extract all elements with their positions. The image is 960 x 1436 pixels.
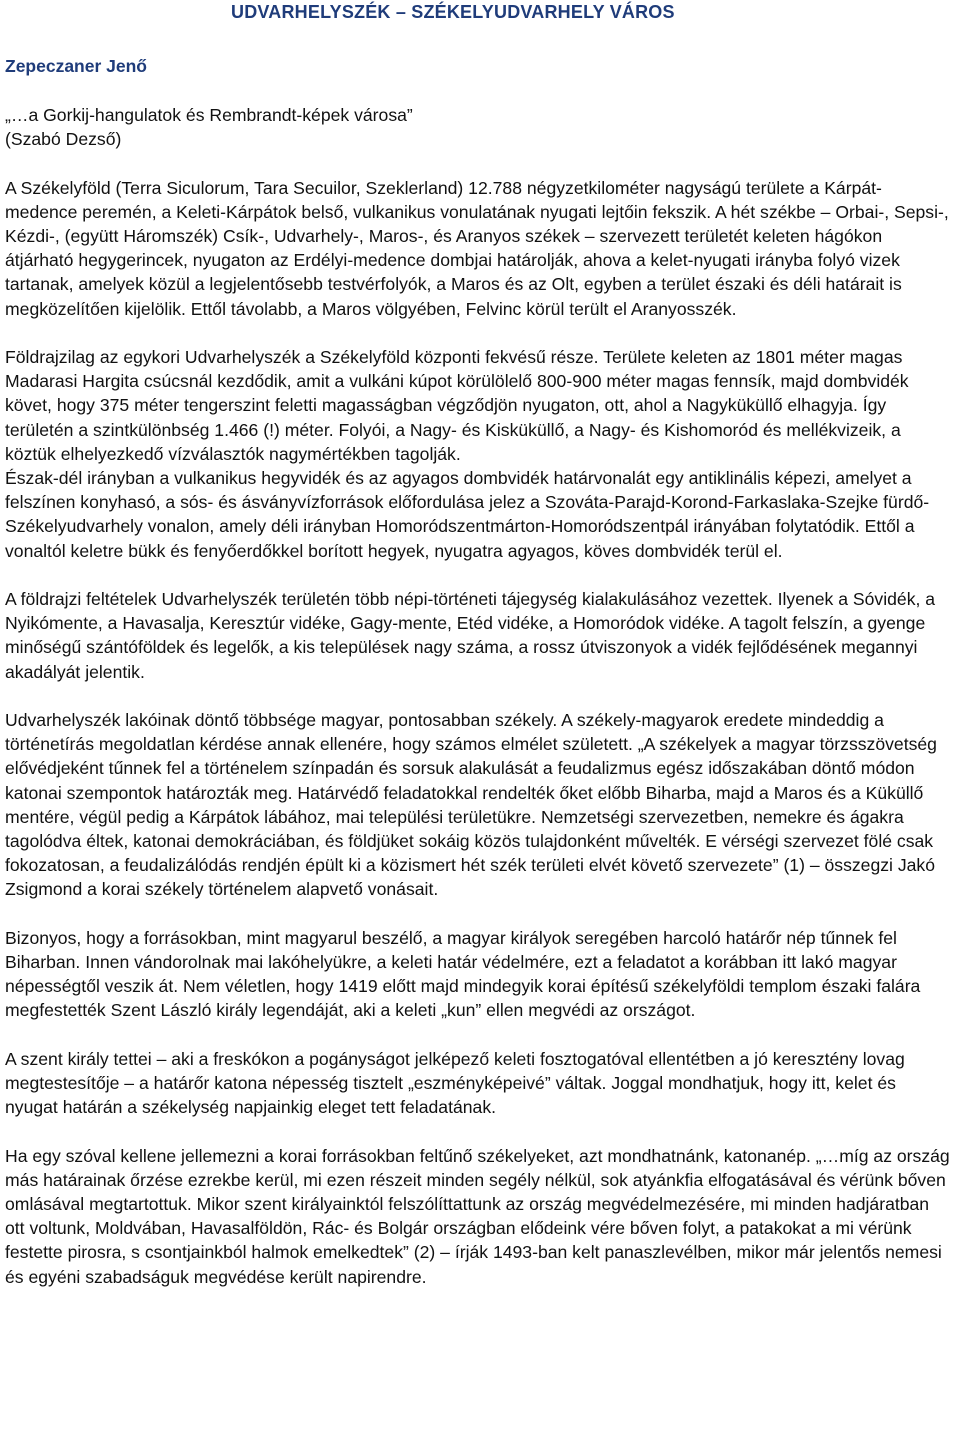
paragraph-6: Bizonyos, hogy a forrásokban, mint magyarul beszélő, a magyar királyok seregében harcoló határőr nép tűnnek fel Biharban. Innen vándorolnak mai lakóhelyükre, a keleti határ védelmére, ezt a feladatot a korábban itt lakó magyar népességtől veszik át. Nem véletlen, hogy 1419 előtt majd mindegyik korai építésű székelyföldi templom északi falára megfestették Szent László király legendáját, aki a keleti „kun” ellen megvédi az országot. — [5, 927, 921, 1021]
article-body — [5, 103, 953, 1289]
paragraph-8: Ha egy szóval kellene jellemezni a korai forrásokban feltűnő székelyeket, azt mondhatnánk, katonanép. „…míg az ország más határainak őrzése ezrekbe kerül, mi ezen részeit minden segély nélkül, sok atyánkfia elfogatásával és vérünk bőven omlásával megtartottuk. Mikor szent királyainktól felszólíttattunk az ország megvédelmezésére, mi minden hadjáratban ott voltunk, Moldvában, Havasalföldön, Rác- és Bolgár országban elődeink vére bőven folyt, a patakokat a mi vérünk festette pirosra, s csontjainkból halmok emelkedtek” (2) – írják 1493-ban kelt panaszlevélben, mikor már jelentős nemesi és egyéni szabadságuk megvédése került napirendre. — [5, 1145, 950, 1287]
paragraph-1: A Székelyföld (Terra Siculorum, Tara Secuilor, Szeklerland) 12.788 négyzetkilométer nagyságú területe a Kárpát-medence peremén, a Keleti-Kárpátok belső, vulkanikus vonulatának nyugati lejtőin fekszik. A hét székbe – Orbai-, Sepsi-, Kézdi-, (együtt Háromszék) Csík-, Udvarhely-, Maros-, és Aranyos székek – szervezett területét keleten hágókon átjárható hegygerincek, nyugaton az Erdélyi-medence dombjai határolják, ahova a kelet-nyugati irányba folyó vizek tartanak, amelyek közül a legjelentősebb testvérfolyók, a Maros és az Olt, egyben a terület északi és déli határait is megközelítően kijelölik. Ettől távolabb, a Maros völgyében, Felvinc körül terült el Aranyosszék. — [5, 177, 949, 319]
paragraph-7: A szent király tettei – aki a freskókon a pogányságot jelképező keleti fosztogatóval ellentétben a jó keresztény lovag megtestesítője – a határőr katona népesség tisztelt „eszményképeivé” váltak. Joggal mondhatjuk, hogy itt, kelet és nyugat határán a székelység napjainkig eleget tett feladatának. — [5, 1048, 905, 1118]
paragraph-4: A földrajzi feltételek Udvarhelyszék területén több népi-történeti tájegység kialakulásához vezettek. Ilyenek a Sóvidék, a Nyikómente, a Havasalja, Keresztúr vidéke, Gagy-mente, Etéd vidéke, a Homoródok vidéke. A tagolt felszín, a gyenge minőségű szántóföldek és legelők, a kis települések nagy száma, a rossz útviszonyok a vidék fejlődésének megannyi akadályát jelentik. — [5, 589, 936, 682]
epigraph-source: (Szabó Dezső) — [5, 129, 122, 150]
page-title: UDVARHELYSZÉK – SZÉKELYUDVARHELY VÁROS — [231, 2, 675, 22]
paragraph-2: Földrajzilag az egykori Udvarhelyszék a Székelyföld központi fekvésű része. Területe keleten az 1801 méter magas Madarasi Hargita csúcsnál kezdődik, amit a vulkáni kúpot körülölelő 800-900 méter magas fennsík, majd dombvidék követ, hogy 375 méter tengerszint feletti magasságban végződjön nyugaton, ott, ahol a Nagyküküllő elhagyja. Így területén a szintkülönbség 1.466 (!) méter. Folyói, a Nagy- és Kisküküllő, a Nagy- és Kishomoród és mellékvizeik, a köztük elhelyezkedő vízválasztók nagymértékben tagolják. — [5, 347, 909, 464]
author-name: Zepeczaner Jenő — [5, 56, 147, 76]
epigraph-quote: „…a Gorkij-hangulatok és Rembrandt-képek városa” — [5, 105, 413, 125]
paragraph-3: Észak-dél irányban a vulkanikus hegyvidék és az agyagos dombvidék határvonalát egy antiklinális képezi, amelyet a felszínen konyhasó, a sós- és ásványvízforrások előfordulása jelez a Szováta-Parajd-Korond-Farkaslaka-Szejke fürdő-Székelyudvarhely vonalon, amely déli irányban Homoródszentmárton-Homoródszentpál irányában folytatódik. Ettől a vonaltól keletre bükk és fenyőerdőkkel borított hegyek, nyugatra agyagos, köves dombvidék terül el. — [5, 468, 930, 561]
paragraph-5: Udvarhelyszék lakóinak döntő többsége magyar, pontosabban székely. A székely-magyarok eredete mindeddig a történetírás megoldatlan kérdése annak ellenére, hogy számos elmélet született. „A székelyek a magyar törzsszövetség elővédjeként tűnnek fel a történelem színpadán és sorsuk alakulását a feudalizmus egész időszakában döntő módon katonai szempontok határozták meg. Határvédő feladatokkal rendelték őket előbb Biharba, majd a Maros és a Küküllő mentére, végül pedig a Kárpátok lábához, mai települési területükre. Nemzetségi szervezetben, nemekre és ágakra tagolódva éltek, katonai demokráciában, és földjüket sokáig közös tulajdonként művelték. E vérségi szervezet fölé csak fokozatosan, a feudalizálódás rendjén épült ki a közismert hét szék területi elvét követő szervezete” (1) – összegzi Jakó Zsigmond a korai székely történelem alapvető vonásait. — [5, 710, 937, 900]
